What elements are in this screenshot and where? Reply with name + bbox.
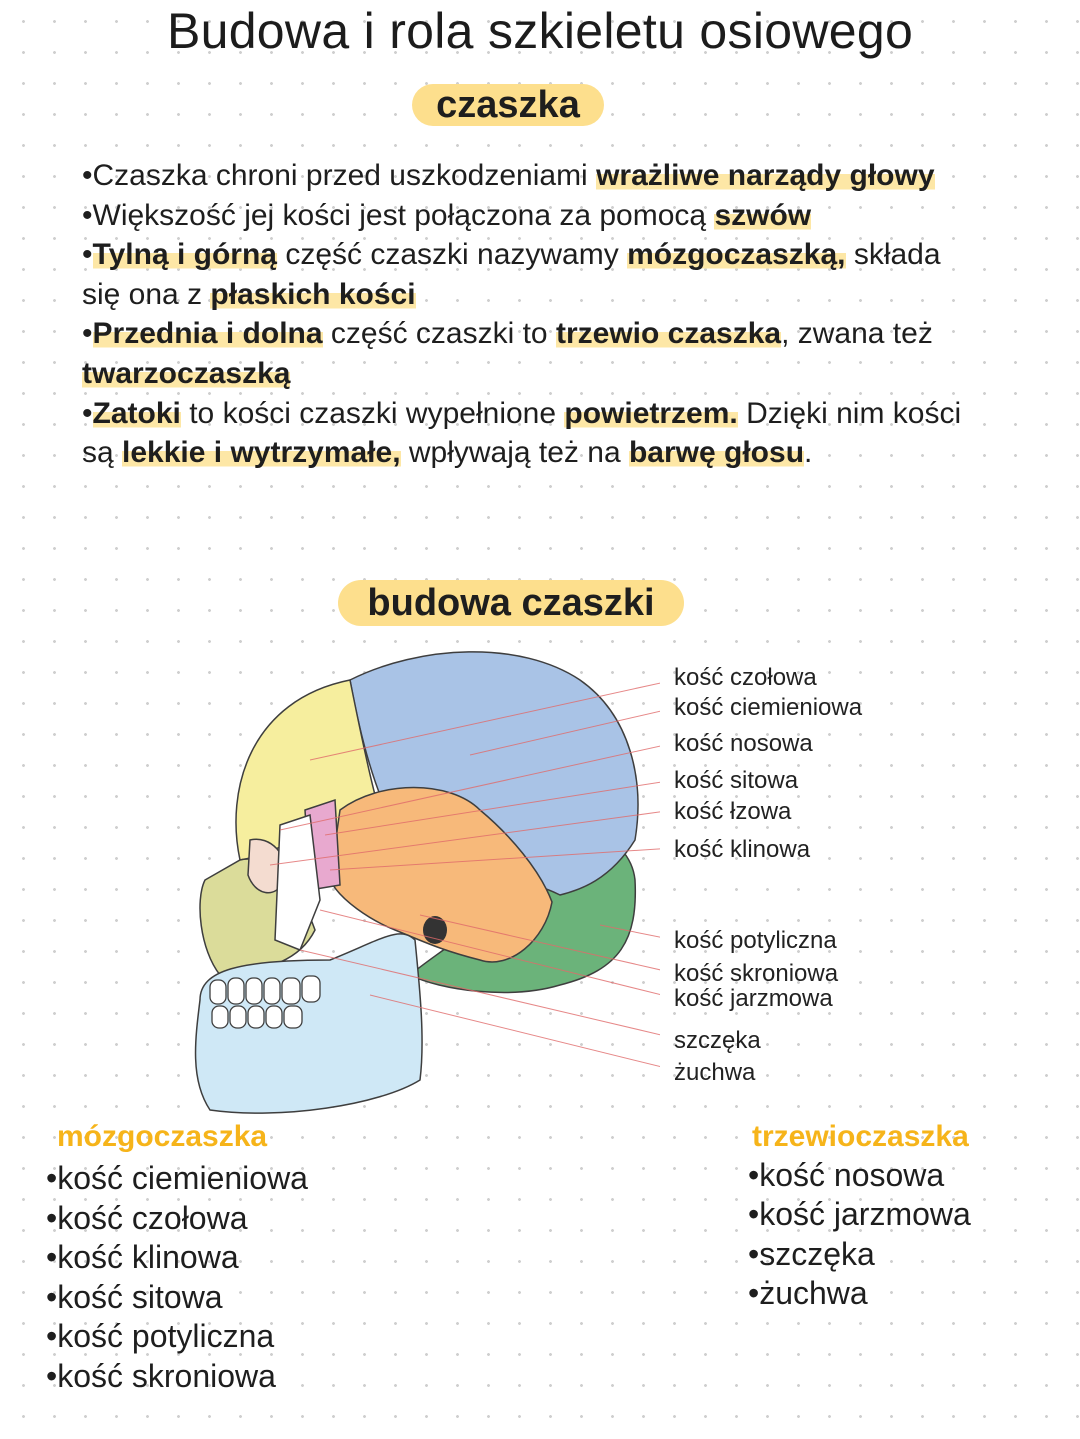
label-maxilla: szczęka <box>674 1027 761 1054</box>
page-title: Budowa i rola szkieletu osiowego <box>166 3 914 59</box>
mozgoczaszka-item: •kość potyliczna <box>46 1318 275 1354</box>
trzewioczaszka-item: •szczęka <box>748 1236 875 1272</box>
section-heading-budowa: budowa czaszki <box>338 580 684 626</box>
label-occipital: kość potyliczna <box>674 927 837 954</box>
mozgoczaszka-heading: mózgoczaszka <box>57 1120 268 1153</box>
text-fragment: wpływają też na <box>400 436 629 470</box>
label-nasal: kość nosowa <box>674 730 813 757</box>
highlight: mózgoczaszką, <box>627 238 846 272</box>
mozgoczaszka-item: •kość ciemieniowa <box>46 1160 308 1196</box>
text-fragment: • <box>82 238 93 272</box>
highlight: powietrzem. <box>564 396 738 430</box>
skull-illustration <box>180 640 660 1120</box>
trzewioczaszka-item: •żuchwa <box>748 1275 868 1311</box>
label-parietal: kość ciemieniowa <box>674 694 863 721</box>
label-zygomatic: kość jarzmowa <box>674 985 833 1012</box>
label-temporal: kość skroniowa <box>674 960 839 987</box>
label-frontal: kość czołowa <box>674 664 817 691</box>
skull-description <box>82 156 962 473</box>
text-fragment: . <box>804 436 813 470</box>
text-fragment: •Czaszka chroni przed uszkodzeniami <box>82 159 597 192</box>
mozgoczaszka-item: •kość czołowa <box>46 1200 248 1236</box>
trzewioczaszka-item: •kość jarzmowa <box>748 1196 971 1232</box>
trzewioczaszka-item: •kość nosowa <box>748 1157 945 1193</box>
section-heading-czaszka: czaszka <box>412 84 604 126</box>
text-fragment: to kości czaszki wypełnione <box>180 396 565 430</box>
text-fragment: • <box>82 396 93 430</box>
text-fragment: •Większość jej kości jest połączona za pomocą <box>82 198 715 232</box>
text-fragment: Dzięki nim kości są <box>82 396 962 470</box>
highlight: twarzoczaszką <box>82 356 291 390</box>
label-lacrimal: kość łzowa <box>674 798 792 825</box>
highlight: szwów <box>714 198 812 232</box>
mozgoczaszka-item: •kość skroniowa <box>46 1358 276 1394</box>
trzewioczaszka-heading: trzewioczaszka <box>752 1120 969 1153</box>
highlight: wrażliwe narządy głowy <box>596 159 935 192</box>
highlight: Przednia i dolna <box>92 317 323 351</box>
label-sphenoid: kość klinowa <box>674 836 811 863</box>
mozgoczaszka-item: •kość sitowa <box>46 1279 223 1315</box>
text-fragment: składa się ona z <box>82 238 941 311</box>
highlight: trzewio czaszka <box>555 317 782 351</box>
highlight: lekkie i wytrzymałe, <box>122 436 401 470</box>
highlight: Zatoki <box>92 396 181 430</box>
mozgoczaszka-item: •kość klinowa <box>46 1239 239 1275</box>
label-mandible: żuchwa <box>674 1059 756 1086</box>
highlight: płaskich kości <box>210 277 416 311</box>
text-fragment: • <box>82 317 93 351</box>
label-ethmoid: kość sitowa <box>674 767 799 794</box>
text-fragment: , zwana też <box>781 317 933 351</box>
text-fragment: część czaszki nazywamy <box>276 238 628 272</box>
highlight: barwę głosu <box>628 436 805 470</box>
highlight: Tylną i górną <box>92 238 277 272</box>
text-fragment: część czaszki to <box>322 317 556 351</box>
